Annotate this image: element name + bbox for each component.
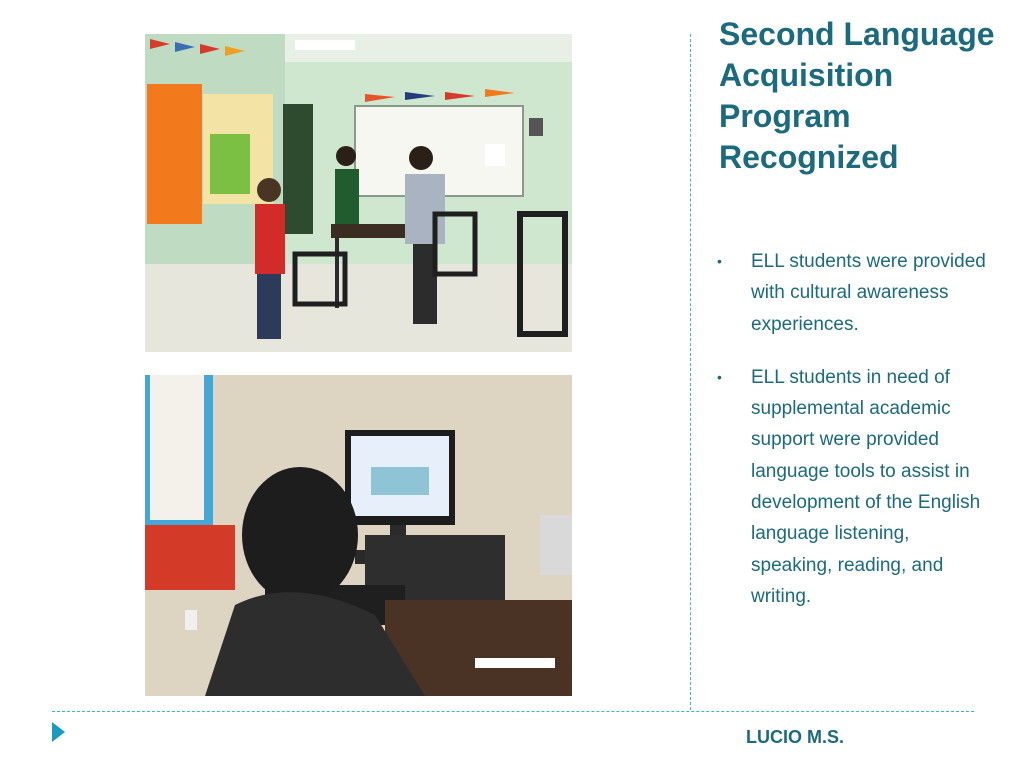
bullet-icon: • (717, 368, 722, 385)
school-name: LUCIO M.S. (746, 727, 844, 747)
classroom-photo (145, 34, 572, 352)
bullet-text: ELL students in need of supplemental academic support were provided language tools to assist in development of the English language listening, speaking, reading, and writing. (751, 366, 981, 607)
play-triangle-icon (52, 722, 65, 742)
bullet-text: ELL students were provided with cultural awareness experiences. (751, 251, 986, 335)
list-item (717, 362, 987, 612)
list-item (717, 246, 987, 340)
footer-divider (52, 711, 974, 712)
slide-title: Second Language Acquisition Program Recognized (719, 16, 995, 175)
vertical-divider (690, 34, 691, 710)
bullet-list (717, 246, 987, 634)
bullet-icon: • (717, 253, 722, 269)
computer-lab-photo (145, 375, 572, 696)
